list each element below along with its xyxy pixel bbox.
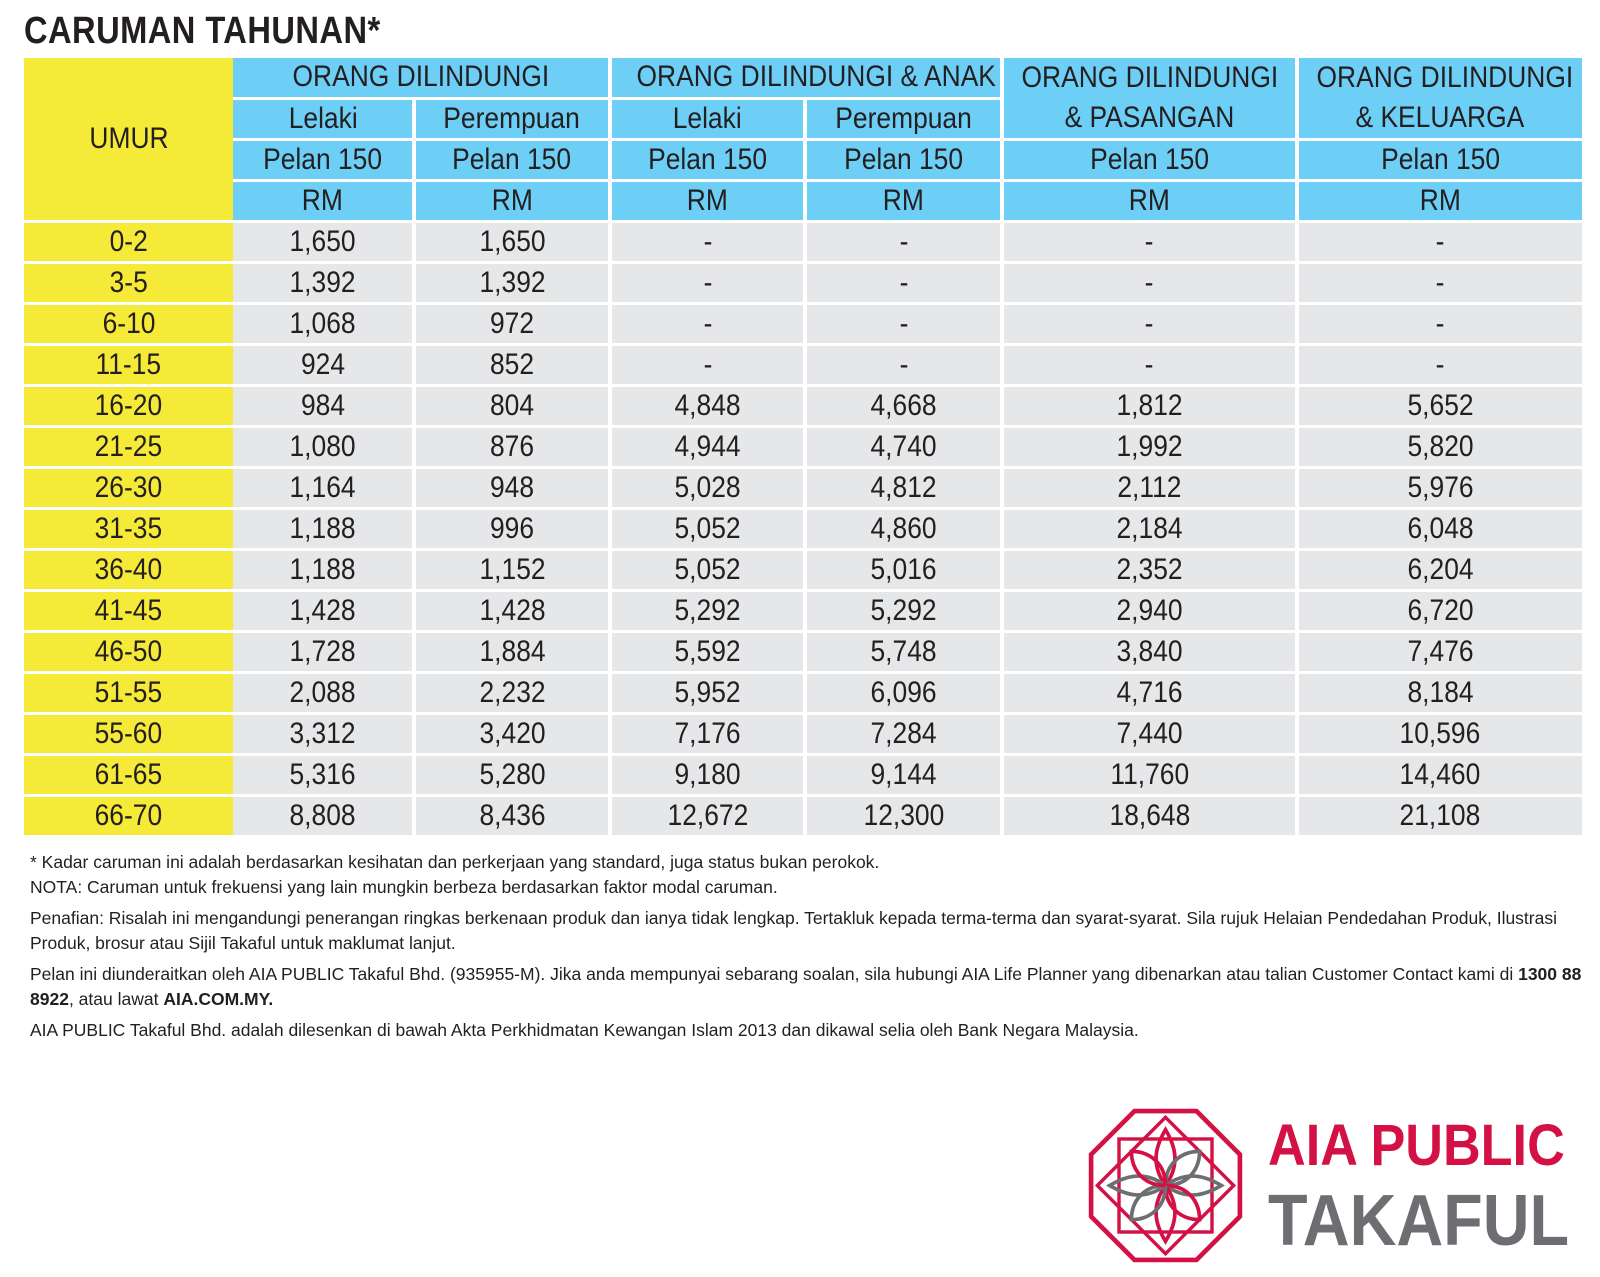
- contribution-cell: 2,352: [1004, 551, 1299, 592]
- table-row: [24, 592, 1582, 633]
- contribution-cell: -: [1299, 223, 1582, 264]
- age-range-cell: 26-30: [24, 469, 233, 510]
- age-range-cell: 11-15: [24, 346, 233, 387]
- table-row: [24, 633, 1582, 674]
- footnote-nota: NOTA: Caruman untuk frekuensi yang lain mungkin berbeza berdasarkan faktor modal caruman.: [30, 877, 778, 897]
- contribution-cell: 2,940: [1004, 592, 1299, 633]
- contribution-cell: 4,716: [1004, 674, 1299, 715]
- contribution-cell: 2,232: [416, 674, 612, 715]
- contribution-cell: 1,392: [233, 264, 416, 305]
- contribution-cell: 8,808: [233, 797, 416, 838]
- currency-header: RM: [233, 182, 416, 223]
- contribution-cell: 1,428: [416, 592, 612, 633]
- contribution-cell: 2,088: [233, 674, 416, 715]
- contribution-cell: -: [807, 223, 1004, 264]
- contribution-cell: 5,592: [612, 633, 807, 674]
- contribution-table: [24, 58, 1582, 838]
- footnote-standard-health: * Kadar caruman ini adalah berdasarkan kesihatan dan perkerjaan yang standard, juga status bukan perokok.: [30, 852, 880, 872]
- contribution-cell: 1,392: [416, 264, 612, 305]
- contribution-cell: 9,180: [612, 756, 807, 797]
- age-range-cell: 6-10: [24, 305, 233, 346]
- contribution-cell: 5,316: [233, 756, 416, 797]
- contribution-cell: 8,184: [1299, 674, 1582, 715]
- contribution-cell: 5,292: [612, 592, 807, 633]
- contact-text: Pelan ini diunderaitkan oleh AIA PUBLIC Takaful Bhd. (935955-M). Jika anda mempunyai sebarang soalan, sila hubungi AIA Life Planner yang dibenarkan atau talian Customer Contact kami di 1300 88 8922, atau lawat AIA.COM.MY.: [30, 964, 1582, 1009]
- contribution-cell: -: [612, 223, 807, 264]
- contribution-cell: -: [1004, 305, 1299, 346]
- contribution-cell: 2,112: [1004, 469, 1299, 510]
- contribution-cell: 6,096: [807, 674, 1004, 715]
- contribution-cell: 1,164: [233, 469, 416, 510]
- age-range-cell: 66-70: [24, 797, 233, 838]
- contribution-cell: 5,292: [807, 592, 1004, 633]
- contribution-cell: 7,440: [1004, 715, 1299, 756]
- contribution-cell: 2,184: [1004, 510, 1299, 551]
- contribution-cell: 1,068: [233, 305, 416, 346]
- contribution-cell: 11,760: [1004, 756, 1299, 797]
- contribution-cell: 12,672: [612, 797, 807, 838]
- contribution-cell: 6,204: [1299, 551, 1582, 592]
- aia-logo-icon: [1088, 1108, 1243, 1263]
- brand-name-line1: AIA PUBLIC: [1268, 1113, 1565, 1178]
- contribution-cell: 4,860: [807, 510, 1004, 551]
- brand-name-line2: TAKAFUL: [1268, 1181, 1570, 1261]
- contribution-cell: -: [612, 346, 807, 387]
- contribution-cell: -: [1004, 264, 1299, 305]
- currency-header: RM: [1004, 182, 1299, 223]
- contribution-cell: 4,740: [807, 428, 1004, 469]
- contribution-cell: 18,648: [1004, 797, 1299, 838]
- table-row: [24, 715, 1582, 756]
- age-range-cell: 0-2: [24, 223, 233, 264]
- table-body: [24, 223, 1582, 838]
- contribution-cell: 996: [416, 510, 612, 551]
- contribution-cell: 1,188: [233, 510, 416, 551]
- age-range-cell: 36-40: [24, 551, 233, 592]
- contribution-cell: 7,176: [612, 715, 807, 756]
- contribution-cell: 1,812: [1004, 387, 1299, 428]
- table-header: [24, 58, 1582, 223]
- table-row: [24, 428, 1582, 469]
- contribution-cell: 6,048: [1299, 510, 1582, 551]
- contribution-cell: 9,144: [807, 756, 1004, 797]
- contribution-cell: 5,052: [612, 551, 807, 592]
- table-row: [24, 346, 1582, 387]
- contribution-cell: -: [807, 264, 1004, 305]
- website-link: AIA.COM.MY.: [163, 989, 274, 1009]
- contribution-cell: -: [612, 305, 807, 346]
- contribution-cell: 5,976: [1299, 469, 1582, 510]
- plan-header: Pelan 150: [1004, 141, 1299, 182]
- contribution-cell: 8,436: [416, 797, 612, 838]
- contribution-cell: 7,284: [807, 715, 1004, 756]
- plan-header: Pelan 150: [416, 141, 612, 182]
- age-range-cell: 51-55: [24, 674, 233, 715]
- age-range-cell: 31-35: [24, 510, 233, 551]
- license-text: AIA PUBLIC Takaful Bhd. adalah dilesenkan di bawah Akta Perkhidmatan Kewangan Islam 2013 dan dikawal selia oleh Bank Negara Malaysia.: [30, 1020, 1139, 1040]
- contribution-cell: 14,460: [1299, 756, 1582, 797]
- contribution-cell: 5,016: [807, 551, 1004, 592]
- group-header-dilindungi-anak: ORANG DILINDUNGI & ANAK: [612, 58, 1004, 100]
- umur-header: UMUR: [24, 58, 233, 223]
- contribution-cell: 12,300: [807, 797, 1004, 838]
- contribution-cell: -: [1299, 264, 1582, 305]
- contribution-cell: 4,812: [807, 469, 1004, 510]
- age-range-cell: 3-5: [24, 264, 233, 305]
- age-range-cell: 41-45: [24, 592, 233, 633]
- contribution-cell: -: [1004, 346, 1299, 387]
- currency-header: RM: [416, 182, 612, 223]
- contribution-cell: 1,080: [233, 428, 416, 469]
- age-range-cell: 46-50: [24, 633, 233, 674]
- disclaimer-text: Penafian: Risalah ini mengandungi penerangan ringkas berkenaan produk dan ianya tidak lengkap. Tertakluk kepada terma-terma dan syarat-syarat. Sila rujuk Helaian Pendedahan Produk, Ilustrasi Produk, brosur atau Sijil Takaful untuk maklumat lanjut.: [30, 908, 1557, 953]
- contribution-cell: -: [807, 346, 1004, 387]
- age-range-cell: 55-60: [24, 715, 233, 756]
- contribution-cell: 3,420: [416, 715, 612, 756]
- contribution-cell: 10,596: [1299, 715, 1582, 756]
- currency-header: RM: [807, 182, 1004, 223]
- contribution-cell: -: [1299, 305, 1582, 346]
- contribution-cell: 1,152: [416, 551, 612, 592]
- contribution-cell: 4,944: [612, 428, 807, 469]
- sub-header-perempuan: Perempuan: [416, 100, 612, 142]
- contribution-cell: 1,884: [416, 633, 612, 674]
- contribution-cell: -: [1299, 346, 1582, 387]
- page-title: CARUMAN TAHUNAN*: [24, 10, 381, 52]
- plan-header: Pelan 150: [807, 141, 1004, 182]
- contribution-cell: 1,188: [233, 551, 416, 592]
- contribution-cell: 5,748: [807, 633, 1004, 674]
- contribution-cell: 852: [416, 346, 612, 387]
- table-row: [24, 674, 1582, 715]
- sub-header-perempuan: Perempuan: [807, 100, 1004, 142]
- contribution-cell: 7,476: [1299, 633, 1582, 674]
- contribution-cell: 924: [233, 346, 416, 387]
- plan-header: Pelan 150: [233, 141, 416, 182]
- table-row: [24, 510, 1582, 551]
- contribution-cell: 1,650: [233, 223, 416, 264]
- age-range-cell: 21-25: [24, 428, 233, 469]
- contribution-cell: -: [1004, 223, 1299, 264]
- contribution-cell: -: [807, 305, 1004, 346]
- table-row: [24, 756, 1582, 797]
- contribution-cell: 4,668: [807, 387, 1004, 428]
- group-header-orang-dilindungi: ORANG DILINDUNGI: [233, 58, 612, 100]
- contribution-cell: 5,652: [1299, 387, 1582, 428]
- plan-header: Pelan 150: [612, 141, 807, 182]
- table-row: [24, 305, 1582, 346]
- age-range-cell: 16-20: [24, 387, 233, 428]
- sub-header-lelaki: Lelaki: [233, 100, 416, 142]
- table-row: [24, 387, 1582, 428]
- plan-header: Pelan 150: [1299, 141, 1582, 182]
- contribution-cell: 5,280: [416, 756, 612, 797]
- contact-phone: 1300 88 8922: [30, 964, 1582, 1009]
- table-row: [24, 797, 1582, 838]
- contribution-cell: 1,428: [233, 592, 416, 633]
- contribution-cell: 1,728: [233, 633, 416, 674]
- contribution-cell: 5,028: [612, 469, 807, 510]
- table-row: [24, 264, 1582, 305]
- currency-header: RM: [1299, 182, 1582, 223]
- contribution-cell: 804: [416, 387, 612, 428]
- contribution-cell: 972: [416, 305, 612, 346]
- table-row: [24, 469, 1582, 510]
- table-row: [24, 223, 1582, 264]
- contribution-cell: 6,720: [1299, 592, 1582, 633]
- currency-header: RM: [612, 182, 807, 223]
- contribution-cell: 21,108: [1299, 797, 1582, 838]
- contribution-cell: 3,840: [1004, 633, 1299, 674]
- contribution-cell: 876: [416, 428, 612, 469]
- footnotes: [30, 850, 1585, 1049]
- contribution-cell: 5,820: [1299, 428, 1582, 469]
- group-header-dilindungi-pasangan: ORANG DILINDUNGI & PASANGAN: [1004, 58, 1299, 141]
- table-row: [24, 551, 1582, 592]
- contribution-cell: 3,312: [233, 715, 416, 756]
- sub-header-lelaki: Lelaki: [612, 100, 807, 142]
- age-range-cell: 61-65: [24, 756, 233, 797]
- contribution-cell: 1,650: [416, 223, 612, 264]
- contribution-cell: 5,952: [612, 674, 807, 715]
- contribution-cell: 984: [233, 387, 416, 428]
- contribution-cell: 1,992: [1004, 428, 1299, 469]
- contribution-cell: 4,848: [612, 387, 807, 428]
- group-header-dilindungi-keluarga: ORANG DILINDUNGI & KELUARGA: [1299, 58, 1582, 141]
- contribution-cell: -: [612, 264, 807, 305]
- contribution-cell: 5,052: [612, 510, 807, 551]
- contribution-cell: 948: [416, 469, 612, 510]
